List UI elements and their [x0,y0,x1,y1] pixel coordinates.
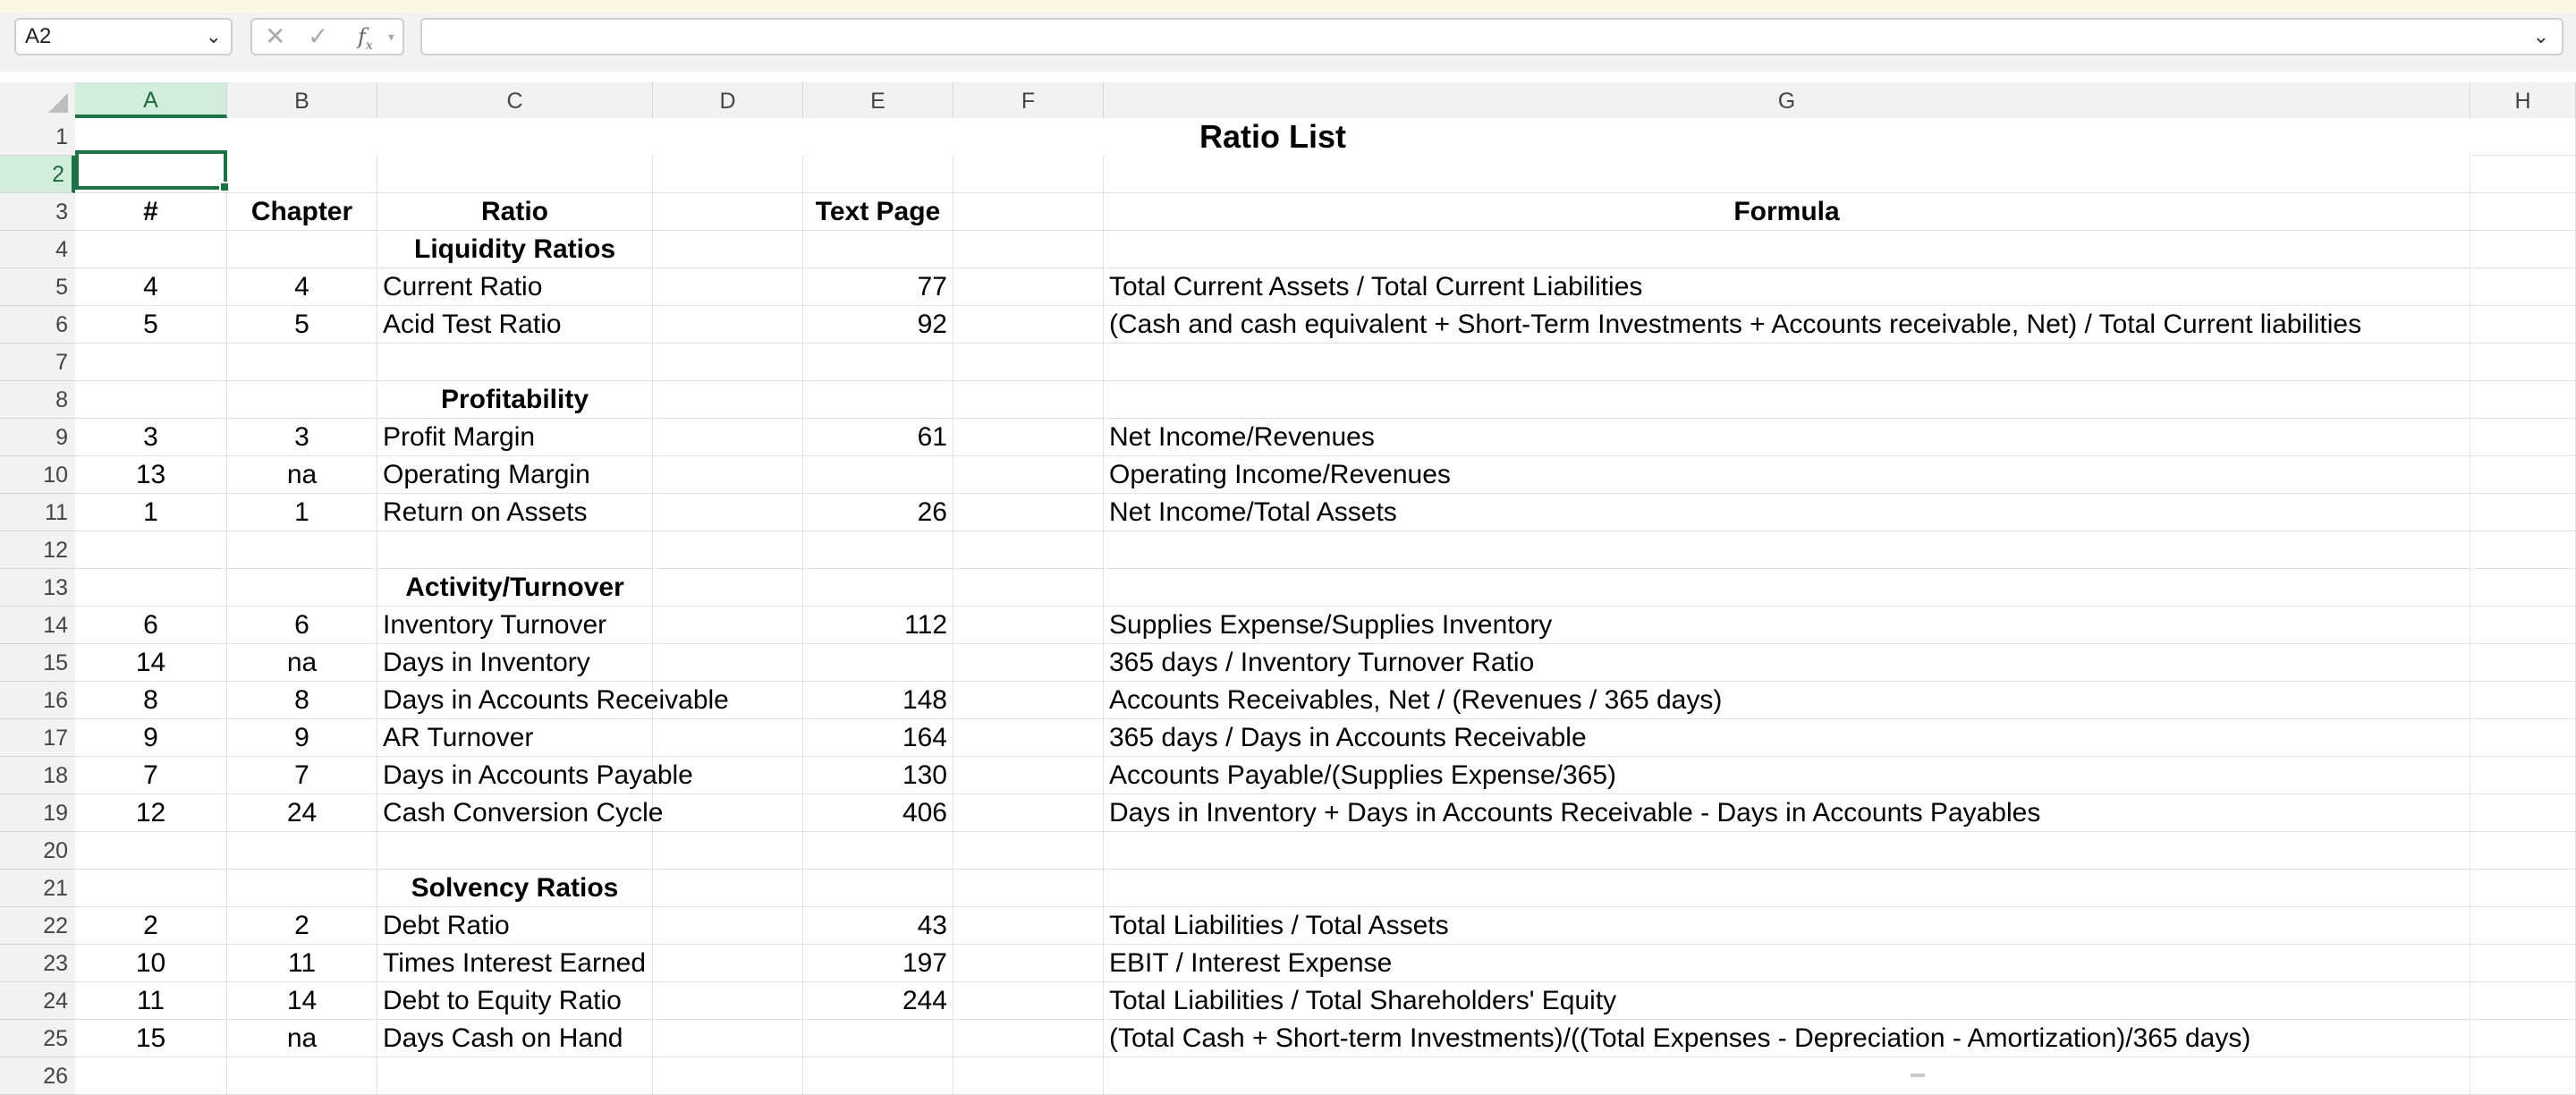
cell-h2[interactable] [2470,156,2576,193]
active-cell-selection[interactable] [75,150,227,190]
cell-e17[interactable]: 164 [803,719,953,757]
cell-c5[interactable]: Current Ratio [377,268,653,306]
cell-h13[interactable] [2470,569,2576,607]
cell-d25[interactable] [653,1020,803,1057]
cell-g9[interactable]: Net Income/Revenues [1104,419,2470,456]
cell-h24[interactable] [2470,982,2576,1020]
row-header-17[interactable]: 17 [0,719,75,757]
top-strip [0,0,2576,13]
cell-h22[interactable] [2470,907,2576,945]
cell-b12[interactable] [227,531,377,569]
cell-g7[interactable] [1104,344,2470,381]
cell-a16[interactable]: 8 [75,682,227,719]
cell-b18[interactable]: 7 [227,757,377,794]
cell-e26[interactable] [803,1057,953,1095]
cell-a21[interactable] [75,870,227,907]
row-header-22[interactable]: 22 [0,907,75,945]
row-header-21[interactable]: 21 [0,870,75,907]
cell-c23[interactable]: Times Interest Earned [377,945,653,982]
cell-g2[interactable] [1104,156,2470,193]
cell-d2[interactable] [653,156,803,193]
cell-h12[interactable] [2470,531,2576,569]
cell-h4[interactable] [2470,231,2576,268]
cell-g5[interactable]: Total Current Assets / Total Current Liabilities [1104,268,2470,306]
cell-d3[interactable] [653,193,803,231]
cell-d13[interactable] [653,569,803,607]
cell-g13[interactable] [1104,569,2470,607]
cell-c15[interactable]: Days in Inventory [377,644,653,682]
insert-function-icon[interactable]: $f_x$ [358,24,373,53]
cell-d19[interactable] [653,794,803,832]
cell-f23[interactable] [953,945,1104,982]
cell-e12[interactable] [803,531,953,569]
cell-c6[interactable]: Acid Test Ratio [377,306,653,344]
cell-a18[interactable]: 7 [75,757,227,794]
cell-g11[interactable]: Net Income/Total Assets [1104,494,2470,531]
cell-h20[interactable] [2470,832,2576,870]
expand-formula-chevron-icon[interactable]: ⌄ [2532,25,2549,47]
cell-f3[interactable] [953,193,1104,231]
column-header-c[interactable]: C [377,82,653,118]
cell-b7[interactable] [227,344,377,381]
cell-d21[interactable] [653,870,803,907]
column-header-e[interactable]: E [803,82,953,118]
cell-c4[interactable]: Liquidity Ratios [377,231,653,268]
cell-f12[interactable] [953,531,1104,569]
cell-d5[interactable] [653,268,803,306]
column-header-g[interactable]: G [1104,82,2470,118]
row-header-12[interactable]: 12 [0,531,75,569]
cell-b25[interactable]: na [227,1020,377,1057]
cell-c20[interactable] [377,832,653,870]
cell-a17[interactable]: 9 [75,719,227,757]
row-header-7[interactable]: 7 [0,344,75,381]
cell-b2[interactable] [227,156,377,193]
cell-e2[interactable] [803,156,953,193]
cell-f6[interactable] [953,306,1104,344]
cell-d10[interactable] [653,456,803,494]
cell-e22[interactable]: 43 [803,907,953,945]
cell-b21[interactable] [227,870,377,907]
cell-h25[interactable] [2470,1020,2576,1057]
column-header-a[interactable]: A [75,82,227,118]
cell-g20[interactable] [1104,832,2470,870]
cell-g10[interactable]: Operating Income/Revenues [1104,456,2470,494]
cell-a15[interactable]: 14 [75,644,227,682]
cell-b26[interactable] [227,1057,377,1095]
cell-c17[interactable]: AR Turnover [377,719,653,757]
cell-f22[interactable] [953,907,1104,945]
cell-g17[interactable]: 365 days / Days in Accounts Receivable [1104,719,2470,757]
cell-g6[interactable]: (Cash and cash equivalent + Short-Term Investments + Accounts receivable, Net) / Total Current liabilities [1104,306,2470,344]
cell-a5[interactable]: 4 [75,268,227,306]
row-header-4[interactable]: 4 [0,231,75,268]
cell-a24[interactable]: 11 [75,982,227,1020]
cell-b19[interactable]: 24 [227,794,377,832]
row-header-24[interactable]: 24 [0,982,75,1020]
row-header-6[interactable]: 6 [0,306,75,344]
cell-e15[interactable] [803,644,953,682]
cell-b20[interactable] [227,832,377,870]
cell-d12[interactable] [653,531,803,569]
cell-e8[interactable] [803,381,953,419]
cell-b23[interactable]: 11 [227,945,377,982]
cell-f19[interactable] [953,794,1104,832]
cell-c9[interactable]: Profit Margin [377,419,653,456]
cell-b8[interactable] [227,381,377,419]
cell-h10[interactable] [2470,456,2576,494]
column-header-d[interactable]: D [653,82,803,118]
cell-e5[interactable]: 77 [803,268,953,306]
cell-b16[interactable]: 8 [227,682,377,719]
cell-f24[interactable] [953,982,1104,1020]
cell-g12[interactable] [1104,531,2470,569]
cell-f10[interactable] [953,456,1104,494]
cell-a8[interactable] [75,381,227,419]
cell-g25[interactable]: (Total Cash + Short-term Investments)/((Total Expenses - Depreciation - Amortization)/365 days) [1104,1020,2470,1057]
cell-a12[interactable] [75,531,227,569]
cell-c12[interactable] [377,531,653,569]
cell-b6[interactable]: 5 [227,306,377,344]
cell-c13[interactable]: Activity/Turnover [377,569,653,607]
cell-e23[interactable]: 197 [803,945,953,982]
cell-h6[interactable] [2470,306,2576,344]
cell-c25[interactable]: Days Cash on Hand [377,1020,653,1057]
row-header-25[interactable]: 25 [0,1020,75,1057]
cell-e6[interactable]: 92 [803,306,953,344]
formula-input[interactable] [420,18,2563,55]
name-box-value: A2 [25,24,52,48]
cell-h5[interactable] [2470,268,2576,306]
cell-a23[interactable]: 10 [75,945,227,982]
cell-a26[interactable] [75,1057,227,1095]
cell-c7[interactable] [377,344,653,381]
column-header-b[interactable]: B [227,82,377,118]
row-header-11[interactable]: 11 [0,494,75,531]
cell-a19[interactable]: 12 [75,794,227,832]
cell-e11[interactable]: 26 [803,494,953,531]
cell-e14[interactable]: 112 [803,607,953,644]
cell-f13[interactable] [953,569,1104,607]
cell-g23[interactable]: EBIT / Interest Expense [1104,945,2470,982]
row-header-26[interactable]: 26 [0,1057,75,1095]
cell-f9[interactable] [953,419,1104,456]
cell-c24[interactable]: Debt to Equity Ratio [377,982,653,1020]
cell-g18[interactable]: Accounts Payable/(Supplies Expense/365) [1104,757,2470,794]
cell-a14[interactable]: 6 [75,607,227,644]
chevron-down-icon[interactable]: ⌄ [205,25,222,47]
cell-e25[interactable] [803,1020,953,1057]
cell-c11[interactable]: Return on Assets [377,494,653,531]
cell-e3[interactable]: Text Page [803,193,953,231]
cell-b13[interactable] [227,569,377,607]
cell-f16[interactable] [953,682,1104,719]
cell-e20[interactable] [803,832,953,870]
cell-g4[interactable] [1104,231,2470,268]
cell-b22[interactable]: 2 [227,907,377,945]
cell-h19[interactable] [2470,794,2576,832]
cell-f7[interactable] [953,344,1104,381]
cell-d4[interactable] [653,231,803,268]
cell-f4[interactable] [953,231,1104,268]
cell-g26[interactable] [1104,1057,2470,1095]
cell-e21[interactable] [803,870,953,907]
cell-h9[interactable] [2470,419,2576,456]
row-header-15[interactable]: 15 [0,644,75,682]
cell-d15[interactable] [653,644,803,682]
cell-h26[interactable] [2470,1057,2576,1095]
cell-g15[interactable]: 365 days / Inventory Turnover Ratio [1104,644,2470,682]
cell-e19[interactable]: 406 [803,794,953,832]
cell-a4[interactable] [75,231,227,268]
cell-d6[interactable] [653,306,803,344]
row-header-1[interactable]: 1 [0,118,75,156]
cell-e16[interactable]: 148 [803,682,953,719]
cell-a6[interactable]: 5 [75,306,227,344]
cell-c14[interactable]: Inventory Turnover [377,607,653,644]
cell-g24[interactable]: Total Liabilities / Total Shareholders' Equity [1104,982,2470,1020]
cell-g14[interactable]: Supplies Expense/Supplies Inventory [1104,607,2470,644]
cell-a22[interactable]: 2 [75,907,227,945]
row-header-16[interactable]: 16 [0,682,75,719]
cell-a10[interactable]: 13 [75,456,227,494]
cell-f5[interactable] [953,268,1104,306]
cell-c19[interactable]: Cash Conversion Cycle [377,794,653,832]
select-all-corner[interactable] [0,82,75,118]
cell-h16[interactable] [2470,682,2576,719]
cell-f8[interactable] [953,381,1104,419]
cell-b14[interactable]: 6 [227,607,377,644]
cell-g16[interactable]: Accounts Receivables, Net / (Revenues / 365 days) [1104,682,2470,719]
cell-g22[interactable]: Total Liabilities / Total Assets [1104,907,2470,945]
cell-h1[interactable] [2470,118,2576,156]
cell-b4[interactable] [227,231,377,268]
cell-f26[interactable] [953,1057,1104,1095]
cell-e18[interactable]: 130 [803,757,953,794]
cell-h11[interactable] [2470,494,2576,531]
cell-c22[interactable]: Debt Ratio [377,907,653,945]
cell-b10[interactable]: na [227,456,377,494]
cell-h21[interactable] [2470,870,2576,907]
cell-b5[interactable]: 4 [227,268,377,306]
cell-d23[interactable] [653,945,803,982]
cell-d14[interactable] [653,607,803,644]
cell-d7[interactable] [653,344,803,381]
cell-h8[interactable] [2470,381,2576,419]
row-header-10[interactable]: 10 [0,456,75,494]
cell-g8[interactable] [1104,381,2470,419]
row-header-13[interactable]: 13 [0,569,75,607]
cell-h14[interactable] [2470,607,2576,644]
cell-h17[interactable] [2470,719,2576,757]
cell-g19[interactable]: Days in Inventory + Days in Accounts Receivable - Days in Accounts Payables [1104,794,2470,832]
cell-e4[interactable] [803,231,953,268]
cell-d18[interactable] [653,757,803,794]
row-header-2[interactable]: 2 [0,156,75,193]
cell-e7[interactable] [803,344,953,381]
cell-e13[interactable] [803,569,953,607]
row-header-9[interactable]: 9 [0,419,75,456]
cell-e24[interactable]: 244 [803,982,953,1020]
cell-b11[interactable]: 1 [227,494,377,531]
cell-h18[interactable] [2470,757,2576,794]
cell-b3[interactable]: Chapter [227,193,377,231]
cell-f14[interactable] [953,607,1104,644]
cell-b15[interactable]: na [227,644,377,682]
cell-d16[interactable] [653,682,803,719]
row-header-5[interactable]: 5 [0,268,75,306]
cell-h23[interactable] [2470,945,2576,982]
cell-a20[interactable] [75,832,227,870]
cell-f21[interactable] [953,870,1104,907]
cell-f18[interactable] [953,757,1104,794]
fill-handle[interactable] [219,182,230,192]
cell-f25[interactable] [953,1020,1104,1057]
cancel-icon[interactable]: ✕ [265,22,286,50]
cell-f15[interactable] [953,644,1104,682]
cell-d8[interactable] [653,381,803,419]
cell-a3[interactable]: # [75,193,227,231]
cell-c3[interactable]: Ratio [377,193,653,231]
cell-c10[interactable]: Operating Margin [377,456,653,494]
cell-d22[interactable] [653,907,803,945]
cell-a7[interactable] [75,344,227,381]
column-header-f[interactable]: F [953,82,1104,118]
cell-b9[interactable]: 3 [227,419,377,456]
cell-f11[interactable] [953,494,1104,531]
cell-a9[interactable]: 3 [75,419,227,456]
cell-a11[interactable]: 1 [75,494,227,531]
cell-g3[interactable]: Formula [1104,193,2470,231]
row-header-19[interactable]: 19 [0,794,75,832]
cell-c26[interactable] [377,1057,653,1095]
cell-d11[interactable] [653,494,803,531]
row-header-3[interactable]: 3 [0,193,75,231]
row-header-20[interactable]: 20 [0,832,75,870]
cell-b24[interactable]: 14 [227,982,377,1020]
cell-h15[interactable] [2470,644,2576,682]
row-header-14[interactable]: 14 [0,607,75,644]
cell-d24[interactable] [653,982,803,1020]
sheet-title[interactable]: Ratio List [75,118,2470,156]
formula-bar [0,13,2576,72]
cell-c8[interactable]: Profitability [377,381,653,419]
cell-e9[interactable]: 61 [803,419,953,456]
cell-d17[interactable] [653,719,803,757]
cell-e10[interactable] [803,456,953,494]
confirm-icon[interactable]: ✓ [308,22,329,50]
cell-g21[interactable] [1104,870,2470,907]
cell-a13[interactable] [75,569,227,607]
cell-c2[interactable] [377,156,653,193]
column-header-h[interactable]: H [2470,82,2576,118]
cell-d26[interactable] [653,1057,803,1095]
cell-b17[interactable]: 9 [227,719,377,757]
cell-c16[interactable]: Days in Accounts Receivable [377,682,653,719]
cell-d20[interactable] [653,832,803,870]
cell-f20[interactable] [953,832,1104,870]
row-header-18[interactable]: 18 [0,757,75,794]
cell-f2[interactable] [953,156,1104,193]
row-header-23[interactable]: 23 [0,945,75,982]
chevron-down-icon[interactable]: ▾ [388,30,395,44]
formula-controls [250,18,404,55]
name-box[interactable] [14,18,233,55]
cell-f17[interactable] [953,719,1104,757]
row-header-8[interactable]: 8 [0,381,75,419]
cell-h3[interactable] [2470,193,2576,231]
cell-c21[interactable]: Solvency Ratios [377,870,653,907]
cell-h7[interactable] [2470,344,2576,381]
cell-a25[interactable]: 15 [75,1020,227,1057]
cell-d9[interactable] [653,419,803,456]
cell-c18[interactable]: Days in Accounts Payable [377,757,653,794]
